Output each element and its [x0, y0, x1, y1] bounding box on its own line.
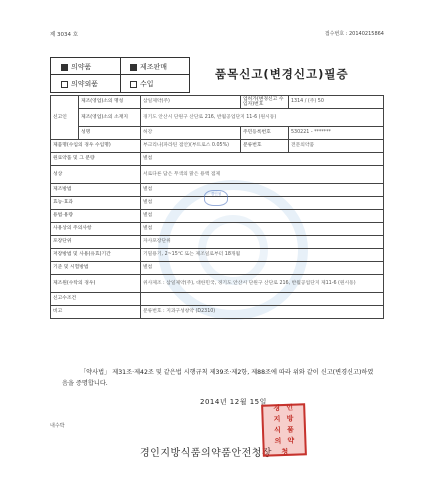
manufacturer-value: 위사제조 : 삼일제약(주), 대한민국, 경기도 안산시 단원구 산단로 216, 반월공업단지 제11-6 (원시동)	[141, 275, 384, 293]
applicant-label: 신고인	[51, 96, 79, 140]
ingredient-label: 원료약품 및 그 분량	[51, 153, 141, 166]
receipt-number: 접수번호 : 20140215864	[324, 31, 384, 37]
seal-char: 방	[286, 414, 294, 423]
seal-char: 의	[274, 436, 282, 445]
name-label: 성명	[79, 127, 141, 140]
receipt-label: 내수박	[50, 423, 65, 429]
business-no-value: 1314 / (주) 50	[289, 96, 384, 109]
office-name-value: 삼일제약(주)	[141, 96, 241, 109]
business-no-label: 업허가(변경신고 수입자)번호	[241, 96, 289, 109]
product-name-value: 부크리나(파라틴 점안)(부트로스 0.05%)	[141, 140, 241, 153]
note-value: 분류번호 : 지과구성창약 (D2310)	[141, 306, 384, 319]
category-pharmaceutical	[61, 62, 91, 72]
registration-form-table	[50, 95, 384, 319]
office-name-label: 제조(영업)소의 명칭	[79, 96, 141, 109]
packaging-value: 자사포장단위	[141, 236, 384, 249]
standard-value: 별첨	[141, 262, 384, 275]
checkbox-icon	[61, 81, 68, 88]
classification-value: 전문의약품	[289, 140, 384, 153]
certification-statement: 「약사법」 제31조·제42조 및 같은법 시행규칙 제39조·제2항, 제88조에 따라 위와 같이 신고(변경신고)하였음을 증명합니다.	[62, 369, 374, 387]
properties-label: 성상	[51, 166, 141, 184]
standard-label: 기준 및 시험방법	[51, 262, 141, 275]
official-seal	[261, 403, 307, 457]
storage-label: 저장방법 및 사용(유효)기간	[51, 249, 141, 262]
manufacture-value: 별첨	[141, 184, 384, 197]
office-address-label: 제조(영업)소의 소재지	[79, 109, 141, 127]
manufacturer-label: 제조원(수탁의 경우)	[51, 275, 141, 293]
approval-condition-value	[141, 293, 384, 306]
seal-char: 청	[281, 447, 289, 456]
efficacy-label: 효능·효과	[51, 197, 141, 210]
office-address-value: 경기도 안산시 단원구 산단로 216, 반월공업단지 11-6 (원시동)	[141, 109, 384, 127]
product-name-label: 제품명(수입의 경우 수입명)	[51, 140, 141, 153]
category-label: 제조판매	[140, 63, 168, 71]
checkbox-icon	[130, 81, 137, 88]
ingredient-value: 별첨	[141, 153, 384, 166]
efficacy-value: 별첨	[141, 197, 384, 210]
category-label: 수입	[140, 80, 154, 88]
issue-date: 2014년 12월 15일	[200, 398, 267, 406]
checkbox-icon	[61, 64, 68, 71]
name-value: 허강	[141, 127, 241, 140]
dosage-label: 용법·용량	[51, 210, 141, 223]
stamp-char: 인	[214, 192, 218, 196]
seal-char: 약	[287, 436, 295, 445]
category-import	[130, 79, 154, 89]
seal-char: 식	[273, 425, 281, 434]
document-title: 품목신고(변경신고)필증	[215, 67, 349, 81]
form-number: 제 3034 호	[50, 32, 79, 38]
approval-condition-label: 신고수조건	[51, 293, 141, 306]
checkbox-icon	[130, 64, 137, 71]
small-official-stamp	[204, 190, 228, 206]
category-quasi-drug	[61, 79, 98, 89]
packaging-label: 포장단위	[51, 236, 141, 249]
stamp-char: 청	[217, 192, 222, 196]
category-label: 의약외품	[71, 80, 99, 88]
classification-label: 분류번호	[241, 140, 289, 153]
category-label: 의약품	[71, 63, 92, 71]
category-box	[50, 57, 190, 93]
category-manufacture-sale	[130, 62, 167, 72]
note-label: 비고	[51, 306, 141, 319]
seal-char: 경	[273, 403, 281, 412]
manufacture-label: 제조방법	[51, 184, 141, 197]
stamp-char: 경	[210, 192, 215, 196]
properties-value: 서로다른 담은 무색의 맑은 용액 점제	[141, 166, 384, 184]
precautions-value: 별첨	[141, 223, 384, 236]
issuing-authority: 경인지방식품의약품안전청장	[140, 448, 273, 459]
resident-no-label: 주민등록번호	[241, 127, 289, 140]
resident-no-value: 530221 - *******	[289, 127, 384, 140]
dosage-value: 별첨	[141, 210, 384, 223]
storage-value: 기밀용기, 2~15℃ 또는 제조일로부터 18개월	[141, 249, 384, 262]
seal-char: 품	[286, 425, 294, 434]
seal-char: 지	[273, 414, 281, 423]
seal-char: 인	[286, 403, 294, 412]
precautions-label: 사용상의 주의사항	[51, 223, 141, 236]
